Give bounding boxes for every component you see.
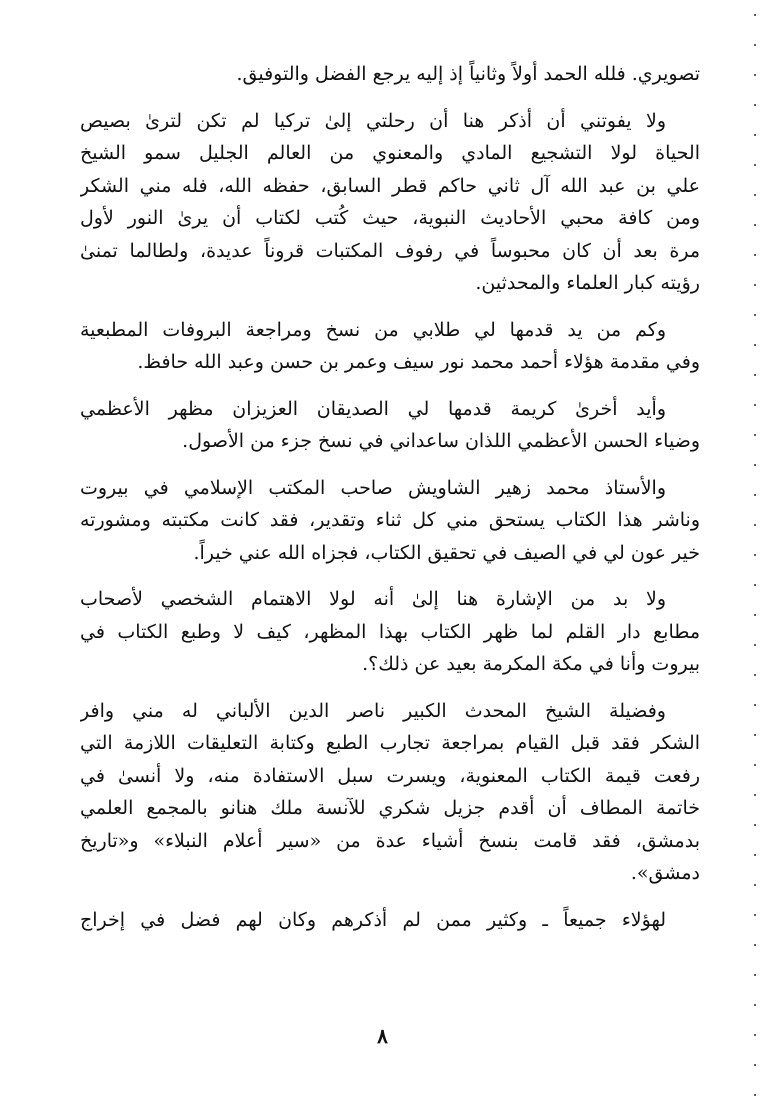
text-line: وضياء الحسن الأعظمي اللذان ساعداني في نسخ جزء من الأصول. [182,430,700,452]
text-line: بيروت وأنا في مكة المكرمة بعيد عن ذلك؟. [362,653,700,675]
text-line: ومن كافة محبي الأحاديث النبوية، حيث كُتب لكتاب أن يرىٰ النور لأول [80,207,700,229]
page-number: ٨ [377,1024,388,1048]
text-line: خير عون لي في الصيف في تحقيق الكتاب، فجزاه الله عني خيراً. [193,541,700,564]
paragraph [80,393,700,458]
text-line: والأستاذ محمد زهير الشاويش صاحب المكتب الإسلامي في بيروت [80,476,666,499]
text-line: وأيد أخرىٰ كريمة قدمها لي الصديقان العزيزان مظهر الأعظمي [80,397,666,420]
text-line: وفي مقدمة هؤلاء أحمد محمد نور سيف وعمر بن حسن وعبد الله حافظ. [137,351,700,373]
paragraph [80,583,700,681]
text-line: وفضيلة الشيخ المحدث الكبير ناصر الدين الألباني له مني وافر [80,699,666,722]
text-line: رفعت قيمة الكتاب المعنوية، ويسرت سبل الاستفادة منه، ولا أنسىٰ في [80,764,700,787]
paragraph [80,58,700,91]
text-line: ولا يفوتني أن أذكر هنا أن رحلتي إلىٰ تركيا لم تكن لترىٰ بصيص [80,109,666,132]
paragraph [80,472,700,570]
paragraph [80,695,700,890]
binding-edge-dots [753,0,757,1100]
text-line: الشكر فقد قبل القيام بمراجعة تجارب الطبع وكتابة التعليقات اللازمة التي [80,732,700,754]
paragraph [80,105,700,300]
text-line: لهؤلاء جميعاً ـ وكثير ممن لم أذكرهم وكان لهم فضل في إخراج [80,908,666,931]
paragraph [80,904,700,937]
text-line: مطابع دار القلم لما ظهر الكتاب بهذا المظهر، كيف لا وطبع الكتاب في [80,620,700,643]
body-text [80,58,700,950]
text-line: الحياة لولا التشجيع المادي والمعنوي من العالم الجليل سمو الشيخ [80,142,700,164]
text-line: رؤيته كبار العلماء والمحدثين. [475,272,700,294]
text-line: بدمشق، فقد قامت بنسخ أشياء عدة من «سير أعلام النبلاء» و«تاريخ [80,829,700,852]
text-line: مرة بعد أن كان محبوساً في رفوف المكتبات قروناً عديدة، ولطالما تمنىٰ [80,239,700,262]
text-line: علي بن عبد الله آل ثاني حاكم قطر السابق، حفظه الله، فله مني الشكر [80,174,700,197]
paragraph [80,314,700,379]
text-line: ولا بد من الإشارة هنا إلىٰ أنه لولا الاهتمام الشخصي لأصحاب [80,588,666,610]
text-line: خاتمة المطاف أن أقدم جزيل شكري للآنسة ملك هنانو بالمجمع العلمي [80,797,700,819]
text-line: وكم من يد قدمها لي طلابي من نسخ ومراجعة البروفات المطبعية [80,318,666,341]
text-line: دمشق». [630,862,700,884]
text-line: تصويري. فلله الحمد أولاً وثانياً إذ إليه يرجع الفضل والتوفيق. [236,63,700,85]
text-line: وناشر هذا الكتاب يستحق مني كل ثناء وتقدير، فقد كانت مكتبته ومشورته [80,509,700,531]
